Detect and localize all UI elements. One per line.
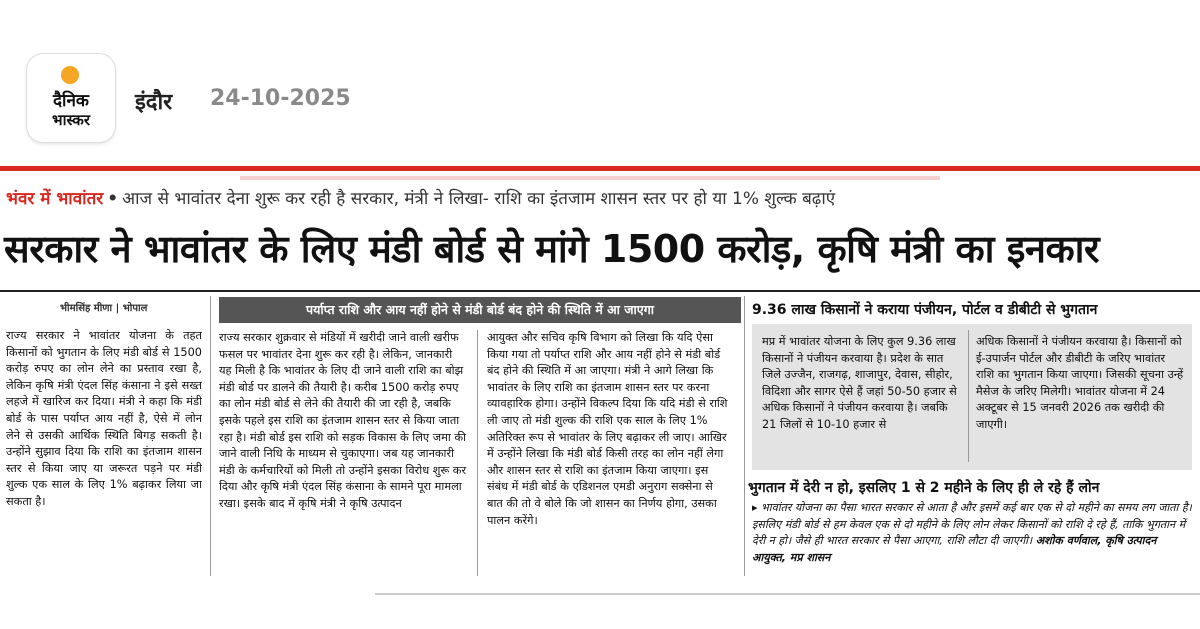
quote-text: भावांतर योजना का पैसा भारत सरकार से आता है और इसमें कई बार एक से दो महीने का समय लग जाता है। इसलिए मंडी बोर्ड से हम केवल एक से दो महीने के लिए लोन लेकर किसानों को राशि दे रहे हैं, ताकि भुगतान में देरी न हो। जैसे ही भारत सरकार से पैसा आएगा, राशि लौटा दी जाएगी। — [752, 501, 1192, 548]
edition-city: इंदौर — [135, 90, 173, 115]
section-banner: पर्याप्त राशि और आय नहीं होने से मंडी बोर्ड बंद होने की स्थिति में आ जाएगा — [219, 297, 741, 323]
info-box-divider — [968, 330, 969, 462]
byline: भीमसिंह मीणा | भोपाल — [60, 303, 148, 314]
column-divider — [210, 296, 211, 576]
info-box-column-2: अधिक किसानों ने पंजीयन करवाया है। किसानों को ई-उपार्जन पोर्टल और डीबीटी के जरिए भावांतर राशि का भुगतान किया जाएगा। जिसकी सूचना उन्हें मैसेज के जरिए मिलेगी। भावांतर योजना में 24 अक्टूबर से 15 जनवरी 2026 तक खरीदी की जाएगी। — [976, 335, 1184, 431]
column-divider — [744, 296, 745, 576]
article-column-1: राज्य सरकार ने भावांतर योजना के तहत किसानों को भुगतान के लिए मंडी बोर्ड से 1500 करोड़ रुपए का लोन लेने का प्रस्ताव रखा है, लेकिन कृषि मंत्री एंदल सिंह कंसाना ने इसे सख्त लहजे में खारिज कर दिया। मंत्री ने कहा कि मंडी बोर्ड के पास पर्याप्त आय नहीं है, ऐसे में लोन लेने से उसकी आर्थिक स्थिति बिगड़ सकती है। उन्होंने सुझाव दिया कि राशि का इंतजाम शासन स्तर से किया जाए या जरूरत पड़ने पर मंडी शुल्क एक साल के लिए 1% बढ़ाकर लिया जा सकता है। — [6, 329, 202, 508]
article-headline: सरकार ने भावांतर के लिए मंडी बोर्ड से मांगे 1500 करोड़, कृषि मंत्री का इनकार — [4, 227, 1100, 271]
article-strap — [6, 186, 835, 209]
bullet-icon: • — [107, 189, 119, 209]
strap-tag: भंवर में भावांतर — [6, 189, 104, 209]
edition-date: 24-10-2025 — [210, 86, 351, 111]
sun-logo-icon — [61, 66, 79, 84]
quote-marker-icon: ▸ — [752, 501, 758, 514]
article-column-3: आयुक्त और सचिव कृषि विभाग को लिखा कि यदि ऐसा किया गया तो पर्याप्त राशि और आय नहीं होने से मंडी बोर्ड बंद होने की स्थिति में आ जाएगा। मंत्री ने आगे लिखा कि भावांतर के लिए राशि का इंतजाम शासन स्तर पर करना व्यावहारिक होगा। उन्होंने विकल्प दिया कि यदि मंडी से राशि ली जाए तो मंडी शुल्क की राशि एक साल के लिए 1% अतिरिक्त रूप से भावांतर के लिए बढ़ाकर ली जाए। आखिर में उन्होंने लिखा कि मंडी बोर्ड किसी तरह का लोन नहीं लेगा और शासन स्तर से राशि का इंतजाम किया जाएगा। इस संबंध में मंडी बोर्ड के एडिशनल एमडी अनुराग सक्सेना से बात की तो वे बोले कि जो शासन का निर्णय होगा, उसका पालन करेंगे। — [487, 331, 728, 527]
article-column-2: राज्य सरकार शुक्रवार से मंडियों में खरीदी जाने वाली खरीफ फसल पर भावांतर देना शुरू कर रही है। लेकिन, जानकारी यह मिली है कि भावांतर के लिए दी जाने वाली राशि का बोझ मंडी बोर्ड पर डालने की तैयारी है। करीब 1500 करोड़ रुपए का लोन मंडी बोर्ड से लेने की तैयारी की जा रही है, जबकि इसके पहले इस राशि का इंतजाम शासन स्तर से किया जाता रहा है। मंडी बोर्ड इस राशि को सड़क विकास के लिए जमा की जाने वाली निधि के माध्यम से चुकाएगा। जब यह जानकारी मंडी के कर्मचारियों को मिली तो उन्होंने इसका विरोध शुरू कर दिया और कृषि मंत्री एंदल सिंह कंसाना के सामने पूरा मामला रखा। इसके बाद में कृषि मंत्री ने कृषि उत्पादन — [219, 331, 467, 510]
logo-text-dainik: दैनिक — [53, 91, 89, 111]
bottom-rule — [375, 593, 1200, 595]
logo-text-bhaskar: भास्कर — [52, 111, 90, 129]
box-title: 9.36 लाख किसानों ने कराया पंजीयन, पोर्टल व डीबीटी से भुगतान — [752, 302, 1098, 318]
cutoff-text-strip — [240, 176, 940, 180]
strap-text: आज से भावांतर देना शुरू कर रही है सरकार, मंत्री ने लिखा- राशि का इंतजाम शासन स्तर पर हो या 1% शुल्क बढ़ाएं — [122, 189, 836, 209]
quote-block — [752, 500, 1192, 576]
headline-rule — [0, 290, 1200, 292]
header-divider — [0, 166, 1200, 171]
sub-headline: भुगतान में देरी न हो, इसलिए 1 से 2 महीने के लिए ही ले रहे हैं लोन — [748, 480, 1100, 496]
column-divider — [477, 330, 478, 576]
quote-author: अशोक वर्णवाल, कृषि उत्पादन आयुक्त, मप्र शासन — [752, 534, 1157, 564]
dainik-bhaskar-logo[interactable] — [27, 54, 115, 142]
info-box-column-1: मप्र में भावांतर योजना के लिए कुल 9.36 लाख किसानों ने पंजीयन करवाया है। प्रदेश के सात जिले उज्जैन, राजगढ़, शाजापुर, देवास, सीहोर, विदिशा और सागर ऐसे हैं जहां 50-50 हजार से अधिक किसानों ने पंजीयन करवाया है। जबकि 21 जिलों से 10-10 हजार से — [762, 335, 957, 431]
